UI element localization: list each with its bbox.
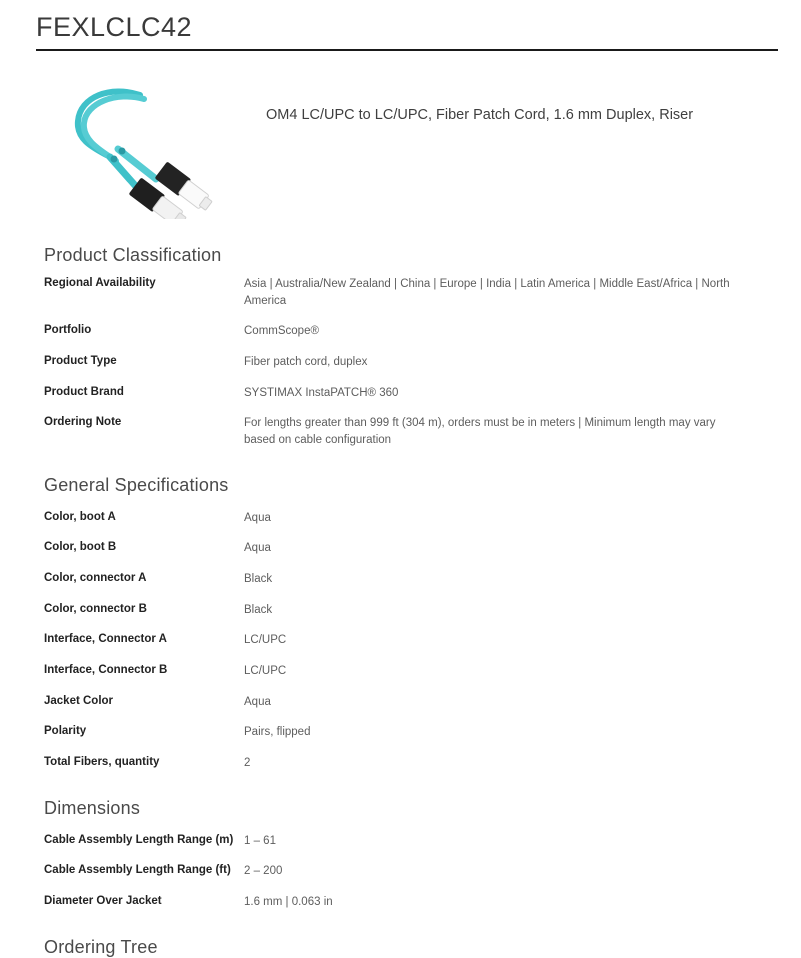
spec-value: 2 [244,757,251,770]
spec-label: Product Type [44,355,117,368]
spec-row [20,323,781,340]
spec-label: Color, connector A [44,572,147,585]
spec-value: CommScope® [244,325,319,338]
spec-label: Polarity [44,725,87,738]
spec-value: For lengths greater than 999 ft (304 m), orders must be in meters | Minimum length may vary based on cable configuration [244,417,716,447]
spec-value: 1 – 61 [244,834,276,847]
spec-label: Jacket Color [44,694,114,707]
spec-value: Black [244,573,273,586]
section-heading: General Specifications [44,474,229,495]
spec-label: Cable Assembly Length Range (ft) [44,864,231,877]
spec-value: Fiber patch cord, duplex [244,356,368,369]
spec-label: Interface, Connector A [44,633,167,646]
spec-label: Color, connector B [44,602,147,615]
section-dimensions [20,798,781,911]
spec-row [20,663,781,680]
spec-value: 2 – 200 [244,865,283,878]
spec-value: Aqua [244,542,271,555]
spec-value: LC/UPC [244,665,287,678]
spec-label: Interface, Connector B [44,664,168,677]
section-ordering-tree [20,937,781,958]
spec-row [20,510,781,527]
spec-row [20,540,781,557]
spec-label: Cable Assembly Length Range (m) [44,833,234,846]
title-divider [36,49,778,51]
spec-row [20,415,781,448]
spec-label: Ordering Note [44,416,122,429]
spec-value: SYSTIMAX InstaPATCH® 360 [244,386,399,399]
spec-row [20,724,781,741]
spec-row [20,863,781,880]
page-title: FEXLCLC42 [36,12,193,42]
spec-row [20,602,781,619]
product-image [44,87,229,219]
spec-value: Black [244,603,273,616]
spec-value: Aqua [244,511,271,524]
spec-row [20,276,781,309]
spec-value: LC/UPC [244,634,287,647]
spec-label: Diameter Over Jacket [44,895,162,908]
spec-row [20,755,781,772]
spec-value: 1.6 mm | 0.063 in [244,896,333,909]
spec-label: Regional Availability [44,277,156,289]
spec-row [20,632,781,649]
spec-row [20,694,781,711]
page-title-area [20,0,781,51]
spec-value: Pairs, flipped [244,726,311,739]
spec-label: Total Fibers, quantity [44,756,160,769]
spec-row [20,571,781,588]
section-general-specifications [20,475,781,772]
spec-row [20,833,781,850]
spec-label: Portfolio [44,324,92,337]
section-product-classification [20,245,781,449]
hero-section [20,87,781,219]
spec-label: Color, boot B [44,541,117,554]
spec-row [20,385,781,402]
spec-label: Product Brand [44,385,124,398]
spec-label: Color, boot A [44,510,116,523]
section-heading: Ordering Tree [44,936,158,957]
fiber-patch-cord-icon [44,87,229,219]
spec-row [20,894,781,911]
section-heading: Product Classification [44,245,222,265]
spec-value: Aqua [244,695,271,708]
spec-value: Asia | Australia/New Zealand | China | Europe | India | Latin America | Middle East/Africa | North America [244,278,730,307]
product-description: OM4 LC/UPC to LC/UPC, Fiber Patch Cord, 1.6 mm Duplex, Riser [266,107,694,123]
spec-row [20,354,781,371]
section-heading: Dimensions [44,797,141,818]
